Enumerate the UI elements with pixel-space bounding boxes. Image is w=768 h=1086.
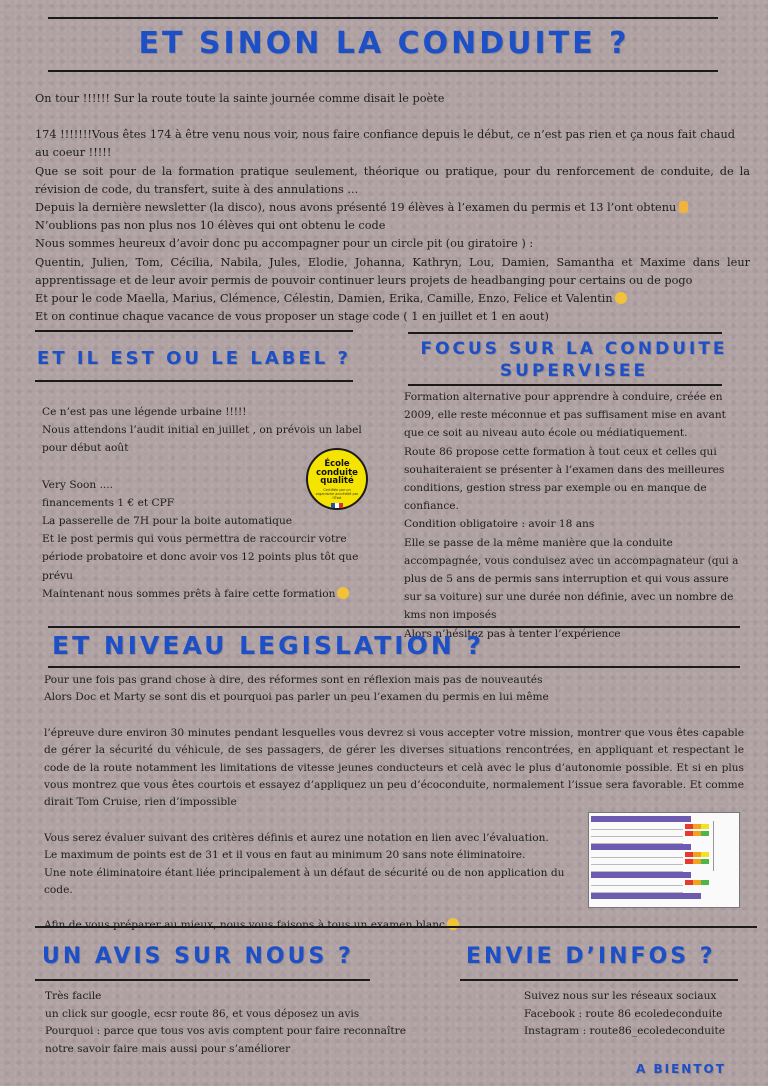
grid-header-bar <box>591 844 691 850</box>
s1-p4-line <box>35 199 750 217</box>
grid-cell <box>685 824 693 829</box>
legislation-title: ET NIVEAU LEGISLATION ? <box>52 631 484 660</box>
infos-instagram[interactable]: Instagram : route86_ecoledeconduite <box>524 1025 726 1038</box>
leg-p6: Le maximum de points est de 31 et il vous en faut au minimum 20 sans note éliminatoire. <box>44 849 526 862</box>
infos-body <box>524 988 754 1041</box>
avis-rule <box>35 979 370 981</box>
leg-p7: Une note éliminatoire étant liée principalement à un défaut de sécurité ou de non application du code. <box>44 866 565 897</box>
grid-cell <box>685 859 693 864</box>
legislation-bottom-rule <box>35 926 757 928</box>
label-title: ET IL EST OU LE LABEL ? <box>37 348 351 369</box>
s1-p6: Nous sommes heureux d’avoir donc pu accompagner pour un circle pit (ou giratoire ) : <box>35 237 534 251</box>
grid-row <box>591 886 683 893</box>
grid-cell <box>693 852 701 857</box>
grid-header-bar <box>591 893 701 899</box>
grid-cell <box>693 859 701 864</box>
infos-title: ENVIE D’INFOS ? <box>466 944 716 969</box>
grid-row <box>591 879 683 886</box>
leg-p5: Vous serez évaluer suivant des critères définis et aurez une notation en lien avec l’évaluation. <box>44 831 549 844</box>
grid-cell <box>701 880 709 885</box>
focus-rule-bottom <box>408 384 722 386</box>
thumbs-up-icon <box>679 201 688 213</box>
legislation-rule-bottom <box>48 666 740 668</box>
grid-cell <box>701 831 709 836</box>
infos-p0: Suivez nous sur les réseaux sociaux <box>524 990 717 1002</box>
grid-row <box>591 837 683 844</box>
s1-p7: Quentin, Julien, Tom, Cécilia, Nabila, Jules, Elodie, Johanna, Kathryn, Lou, Damien, Samantha et Maxime dans leur apprentissage et de leur avoir permis de pouvoir continuer leurs projets de headbanging pour certains ou de pogo <box>35 255 750 287</box>
focus-p3: Elle se passe de la même manière que la conduite accompagnée, vous conduisez avec un accompagnateur (qui a plus de 5 ans de permis sans interruption et qui vous assure sur sa voiture) sur une durée non définie, avec un nombre de kms non imposés <box>404 536 739 622</box>
badge-subtitle: Certifiée par un organisme accrédité par l'État <box>315 487 359 500</box>
s1-p8: Et pour le code Maella, Marius, Clémence, Célestin, Damien, Erika, Camille, Enzo, Felice et Valentin <box>35 292 613 306</box>
smile-emoji-icon <box>337 587 349 599</box>
s1-p2: 174 !!!!!!!Vous êtes 174 à être venu nous voir, nous faire confiance depuis le début, ce n’est pas rien et ça nous fait chaud au coeur !!!!! <box>35 128 735 160</box>
focus-p4: Alors n’hésitez pas à tenter l’expérience <box>404 627 621 640</box>
focus-p0: Formation alternative pour apprendre à conduire, créée en 2009, elle reste méconnue et pas suffisament mise en avant que ce soit au niveau auto école ou médiatiquement. <box>404 391 726 440</box>
grid-cell <box>701 852 709 857</box>
s1-p3: Que se soit pour de la formation pratique seulement, théorique ou pratique, pour du renforcement de conduite, de la révision de code, du transfert, suite à des annulations ... <box>35 164 750 196</box>
grid-side-columns <box>713 821 740 871</box>
section1-title: ET SINON LA CONDUITE ? <box>138 26 630 61</box>
grid-cell <box>685 831 693 836</box>
grid-row <box>591 830 683 837</box>
grid-header-bar <box>591 816 691 822</box>
label-p4: financements 1 € et CPF <box>42 496 175 509</box>
leg-p0: Pour une fois pas grand chose à dire, des réformes sont en réflexion mais pas de nouveautés <box>44 674 543 686</box>
label-p7-line <box>42 585 377 603</box>
avis-title: UN AVIS SUR NOUS ? <box>42 944 354 969</box>
avis-body <box>45 988 425 1058</box>
legislation-rule-top <box>48 626 740 628</box>
s1-p4: Depuis la dernière newsletter (la disco), nous avons présenté 19 élèves à l’examen du permis et 13 l’ont obtenu <box>35 201 677 215</box>
s1-p9: Et on continue chaque vacance de vous proposer un stage code ( 1 en juillet et 1 en aout) <box>35 310 549 324</box>
focus-p1: Route 86 propose cette formation à tout ceux et celles qui souhaiteraient se présenter à l’examen dans des meilleures conditions, gestion stress par exemple ou en manque de confiance. <box>404 445 725 513</box>
grid-cell <box>685 852 693 857</box>
badge-title: École conduite qualité <box>316 459 358 486</box>
focus-body <box>404 388 744 643</box>
grid-cell <box>701 859 709 864</box>
label-p5: La passerelle de 7H pour la boite automatique <box>42 515 293 528</box>
top-rule <box>48 17 718 19</box>
infos-rule <box>460 979 738 981</box>
s1-p0: On tour !!!!!! Sur la route toute la sainte journée comme disait le poète <box>35 92 445 105</box>
avis-p2: Pourquoi : parce que tous vos avis comptent pour faire reconnaître notre savoir faire mais aussi pour s’améliorer <box>45 1025 406 1055</box>
grid-cell <box>693 824 701 829</box>
grid-cell <box>693 880 701 885</box>
grid-cell <box>685 880 693 885</box>
focus-rule-top <box>408 332 722 334</box>
leg-p3: l’épreuve dure environ 30 minutes pendant lesquelles vous devrez si vous accepter votre mission, montrer que vous êtes capable de gérer la sécurité du véhicule, de ses passagers, de gérer les diverses situations rencontrées, en appliquant et respectant le code de la route notamment les limitations de vitesse jeunes conducteurs et celà avec le plus d’autonomie possible. Et si en plus vous montrez que vous êtes courtois et essayez d’appliquez un peu d’écoconduite, normalement l’issue sera favorable. Et comme dirait Tom Cruise, rien d’impossible <box>44 726 744 809</box>
s1-p8-line <box>35 290 750 308</box>
infos-facebook[interactable]: Facebook : route 86 ecoledeconduite <box>524 1007 723 1020</box>
evaluation-grid-image <box>588 812 740 908</box>
label-rule-top <box>35 330 353 332</box>
focus-title: FOCUS SUR LA CONDUITE SUPERVISEE <box>420 339 728 381</box>
label-p7: Maintenant nous sommes prêts à faire cette formation <box>42 587 336 600</box>
leg-p1: Alors Doc et Marty se sont dis et pourquoi pas parler un peu l’examen du permis en lui même <box>44 691 549 704</box>
quality-label-badge <box>306 448 368 510</box>
footer-text: A BIENTOT <box>636 1062 726 1076</box>
label-p6: Et le post permis qui vous permettra de raccourcir votre période probatoire et donc avoir vos 12 points plus tôt que prévu <box>42 533 359 582</box>
section1-rule <box>48 70 718 72</box>
grid-header-bar <box>591 872 691 878</box>
label-p3: Very Soon .... <box>42 478 114 491</box>
s1-p5: N’oublions pas non plus nos 10 élèves qui ont obtenu le code <box>35 219 386 233</box>
grid-row <box>591 823 683 830</box>
avis-p1: un click sur google, ecsr route 86, et vous déposez un avis <box>45 1007 360 1020</box>
grid-row <box>591 865 683 872</box>
wink-emoji-icon <box>447 918 459 930</box>
label-rule-bottom <box>35 380 353 382</box>
grid-row <box>591 858 683 865</box>
label-p1: Nous attendons l’audit initial en juillet , on prévois un label pour début août <box>42 424 362 455</box>
label-p0: Ce n’est pas une légende urbaine !!!!! <box>42 406 247 418</box>
french-flag-icon <box>331 503 343 508</box>
avis-p0: Très facile <box>45 990 102 1002</box>
grid-cell <box>701 824 709 829</box>
wink-emoji-icon <box>615 292 627 304</box>
grid-row <box>591 851 683 858</box>
focus-p2: Condition obligatoire : avoir 18 ans <box>404 518 595 531</box>
section1-body <box>35 90 750 326</box>
grid-cell <box>693 831 701 836</box>
